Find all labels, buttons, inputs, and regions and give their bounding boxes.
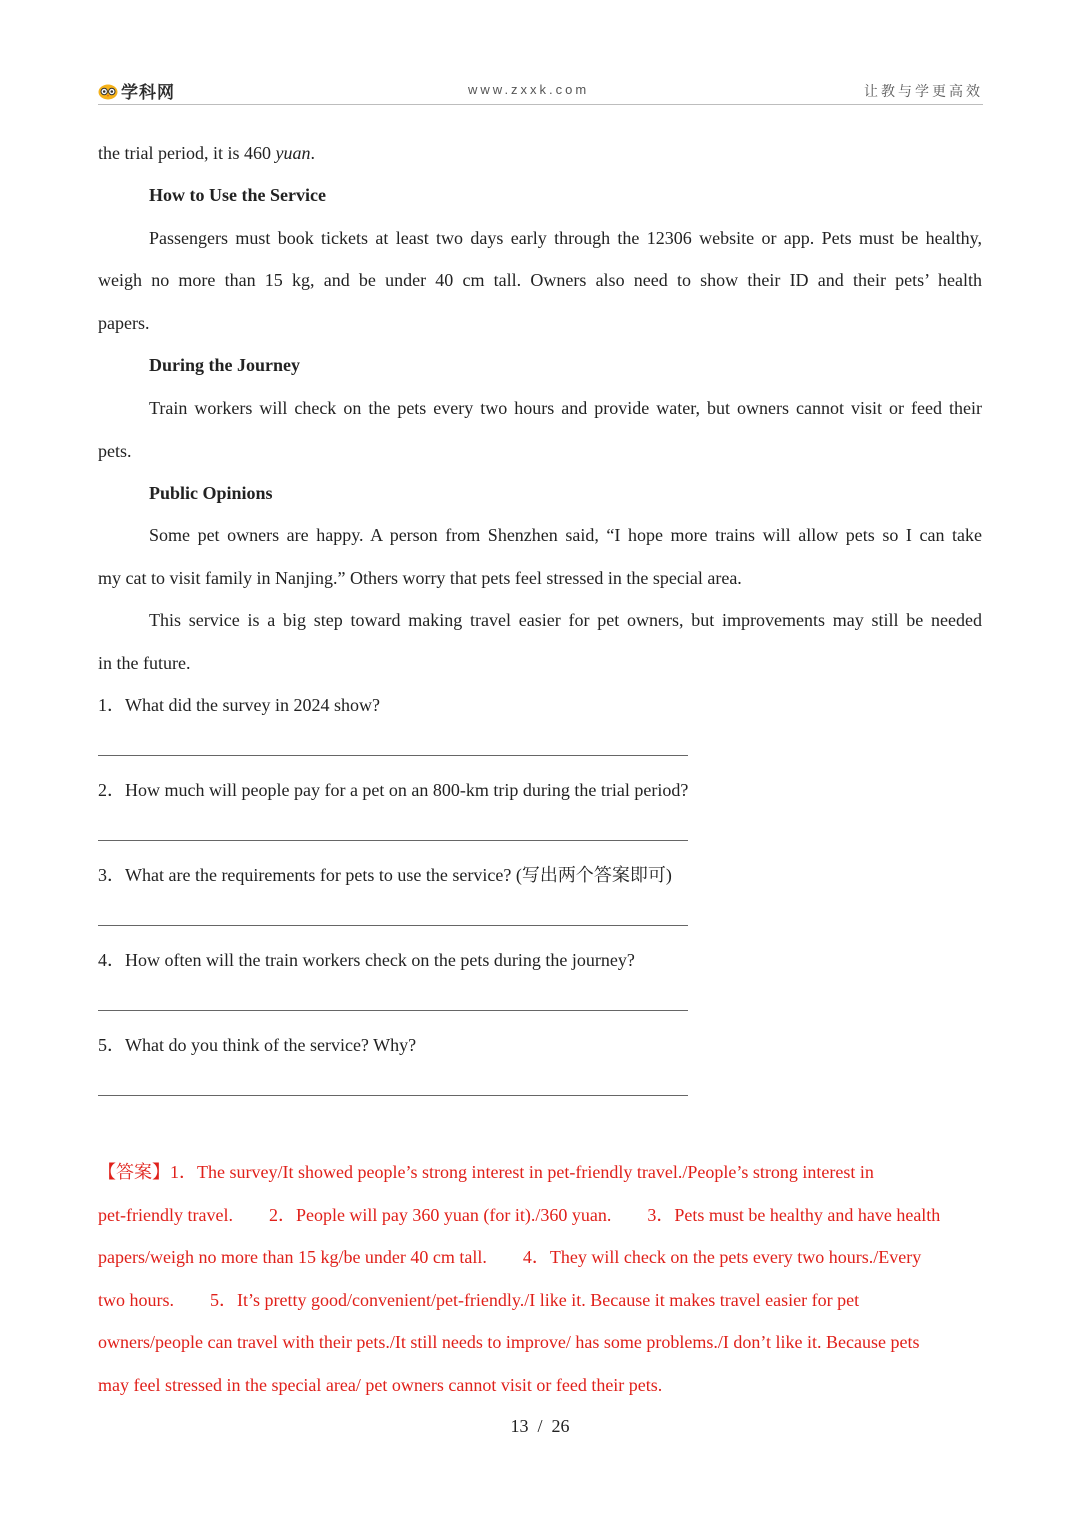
answer-blank-1[interactable] — [98, 755, 688, 756]
section-heading: How to Use the Service — [149, 185, 326, 205]
text-line: my cat to visit family in Nanjing.” Others worry that pets feel stressed in the special area. — [98, 568, 742, 588]
question-1: 1．What did the survey in 2024 show? — [98, 695, 380, 715]
site-url[interactable]: www.zxxk.com — [468, 82, 590, 97]
question-3: 3．What are the requirements for pets to use the service? (写出两个答案即可) — [98, 865, 672, 885]
header-slogan: 让教与学更高效 — [864, 84, 983, 100]
question-4: 4．How often will the train workers check on the pets during the journey? — [98, 950, 635, 970]
text-line: pets. — [98, 441, 132, 461]
answer-line: papers/weigh no more than 15 kg/be under 40 cm tall. 4．They will check on the pets every two hours./Every — [98, 1247, 922, 1267]
answer-blank-4[interactable] — [98, 1010, 688, 1011]
answer-line: 【答案】1．The survey/It showed people’s strong interest in pet-friendly travel./People’s strong interest in — [98, 1162, 874, 1182]
answer-line: may feel stressed in the special area/ pet owners cannot visit or feed their pets. — [98, 1375, 663, 1395]
question-5: 5．What do you think of the service? Why? — [98, 1035, 417, 1055]
owl-logo-icon — [98, 82, 118, 100]
text-line: Passengers must book tickets at least two days early through the 12306 website or app. Pets must be healthy, — [149, 228, 982, 248]
text-line: in the future. — [98, 653, 191, 673]
text-line: weigh no more than 15 kg, and be under 40 cm tall. Owners also need to show their ID and their pets’ health — [98, 270, 982, 290]
answer-line: two hours. 5．It’s pretty good/convenient/pet-friendly./I like it. Because it makes travel easier for pet — [98, 1290, 860, 1310]
section-heading: During the Journey — [149, 355, 301, 375]
answer-blank-2[interactable] — [98, 840, 688, 841]
text-line: the trial period, it is 460 yuan. — [98, 143, 315, 163]
answer-blank-5[interactable] — [98, 1095, 688, 1096]
logo-text: 学科网 — [121, 83, 175, 103]
answer-line: pet-friendly travel. 2．People will pay 360 yuan (for it)./360 yuan. 3．Pets must be healthy and have health — [98, 1205, 941, 1225]
text-line: Train workers will check on the pets every two hours and provide water, but owners cannot visit or feed their — [149, 398, 982, 418]
page-header — [98, 76, 983, 105]
text-line: papers. — [98, 313, 150, 333]
text-line: This service is a big step toward making travel easier for pet owners, but improvements may still be needed — [149, 610, 982, 630]
site-logo[interactable] — [98, 78, 175, 103]
text-line: Some pet owners are happy. A person from Shenzhen said, “I hope more trains will allow pets so I can take — [149, 525, 982, 545]
answer-line: owners/people can travel with their pets./It still needs to improve/ has some problems./I don’t like it. Because pets — [98, 1332, 920, 1352]
question-2: 2．How much will people pay for a pet on an 800-km trip during the trial period? — [98, 780, 689, 800]
section-heading: Public Opinions — [149, 483, 273, 503]
page-number: 13 / 26 — [510, 1416, 570, 1436]
answer-blank-3[interactable] — [98, 925, 688, 926]
